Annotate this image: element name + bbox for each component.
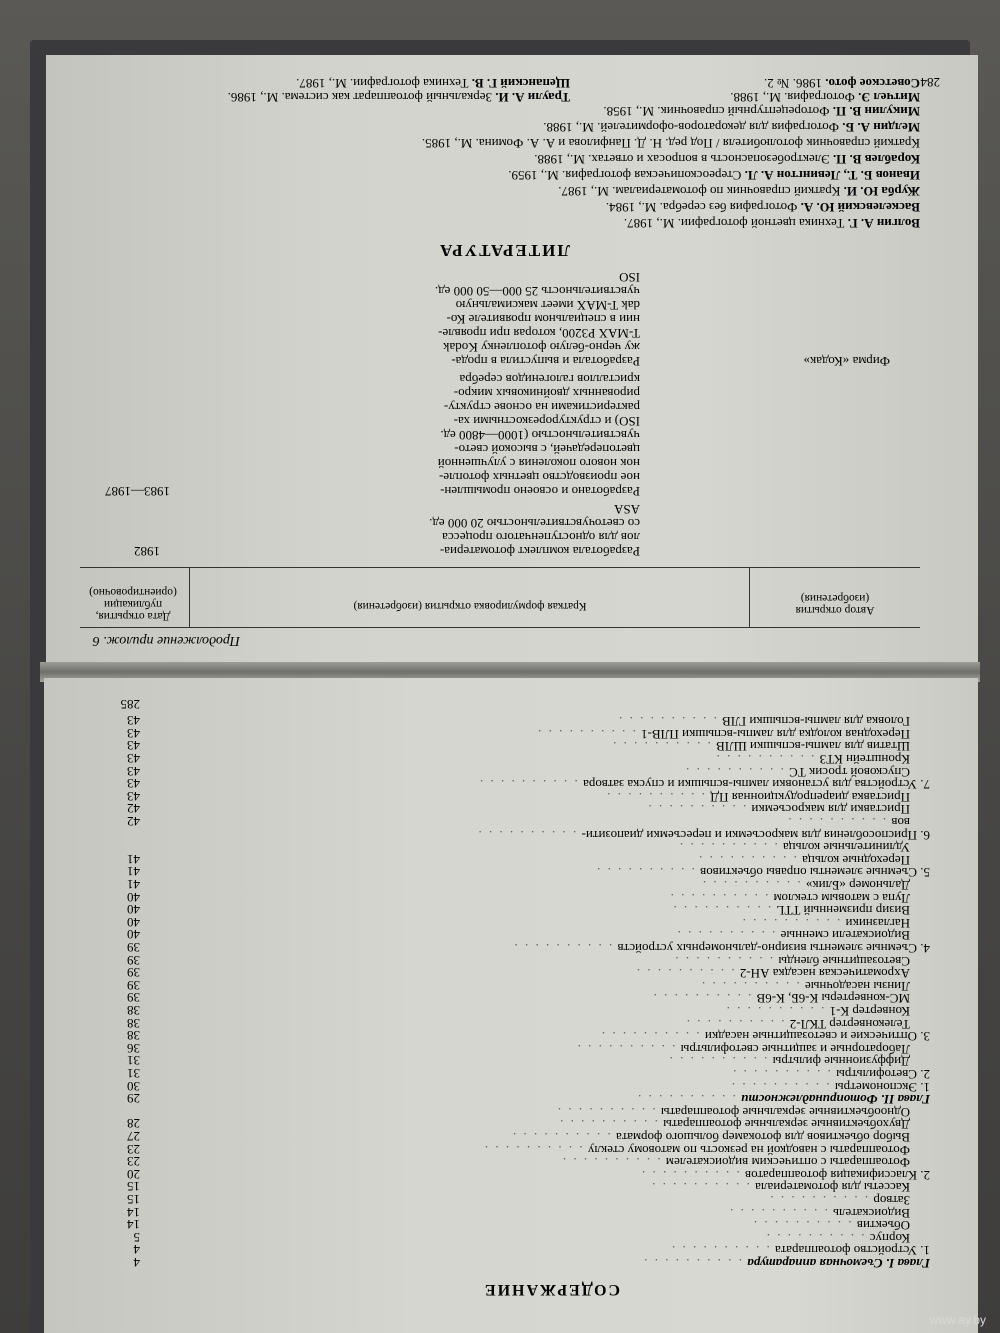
literature-item: Микулин В. П. Фоторецептурный справочник. М., 1958.	[603, 104, 920, 119]
contents-leader-dots: . . . . . . . . . .	[728, 1205, 834, 1221]
contents-item-page: 38	[127, 1015, 140, 1031]
contents-item-page: 20	[127, 1166, 140, 1182]
contents-item-page: 40	[127, 914, 140, 930]
contents-item-label: Затвор	[873, 1193, 910, 1208]
contents-item-label: МС-конвертеры К-6Б, К-6В	[756, 991, 910, 1007]
literature-item: Мелдин А. Б. Фотография для декораторов-оформителей. М., 1988.	[543, 120, 920, 135]
row2-line4: цветопередачей, с высокой свето-	[454, 442, 640, 457]
contents-leader-dots: . . . . . . . . . .	[667, 1054, 773, 1070]
page-284-content	[70, 70, 950, 650]
contents-item-label: Выбор объективов для фотокамер большого формата	[615, 1130, 910, 1145]
contents-item-label: Фотоаппараты с наводкой на резкость по матовому стеклу	[587, 1142, 910, 1158]
row3-line6: чувствительность 25 000—50 000 ед.	[434, 284, 640, 299]
contents-item-label: Светозащитные бленды	[778, 953, 910, 969]
table-header-author: Автор открытия (изобретения)	[795, 592, 875, 616]
contents-leader-dots: . . . . . . . . . .	[478, 777, 584, 793]
contents-leader-dots: . . . . . . . . . .	[684, 764, 790, 780]
contents-item-label: Визир призменный TTL	[776, 903, 910, 919]
contents-item-page: 40	[127, 927, 140, 943]
contents-item-label: Удлинительные кольца	[782, 840, 910, 856]
contents-item-page: 43	[127, 725, 140, 741]
row3-line2: жу черно-белую фотопленку Kodak	[443, 340, 640, 355]
contents-leader-dots: . . . . . . . . . .	[671, 903, 777, 919]
literature-item: Щепанский Г. В. Техника фотографии. М., 1987.	[296, 76, 570, 91]
contents-item-page: 43	[127, 751, 140, 766]
row1-date: 1982	[134, 544, 160, 559]
row3-line7: ISO	[619, 270, 640, 285]
literature-item: Митчел Э. Фотография. М., 1988.	[730, 90, 920, 105]
table-top-rule	[80, 627, 920, 628]
row1-line2: лов для одноступенчатого процесса	[442, 530, 640, 545]
contents-item-label: Однообъективные зеркальные фотоаппараты	[660, 1104, 910, 1120]
contents-item-label: Штатив для лампы-вспышки ШЛВ	[716, 739, 910, 755]
contents-item-page: 5	[133, 1229, 140, 1245]
contents-title: СОДЕРЖАНИЕ	[482, 1281, 620, 1298]
contents-item-page: 23	[127, 1141, 140, 1157]
contents-item-label: Переходная колодка для лампы-вспышки ПЛВ-1	[641, 726, 910, 742]
contents-item-label: Корпус	[869, 1230, 910, 1246]
contents-item-page: 30	[127, 1078, 140, 1094]
contents-item-page: 43	[127, 763, 140, 779]
literature-item: Советское фото. 1986. № 2.	[764, 76, 920, 91]
contents-item-page: 43	[127, 713, 140, 729]
contents-item	[617, 714, 910, 728]
contents-item-page: 15	[127, 1192, 140, 1207]
page-number-right: 285	[120, 697, 140, 712]
contents-item-page: 43	[127, 788, 140, 804]
contents-item-label: Переходные кольца	[802, 852, 910, 868]
row3-author: Фирма «Кодак»	[803, 354, 890, 369]
continuation-header: Продолжение прилож. 6	[92, 633, 240, 648]
row2-line6: ISO) и структурорезкостными ха-	[453, 414, 640, 429]
contents-leader-dots: . . . . . . . . . .	[575, 1041, 681, 1057]
table-header-rule	[80, 567, 920, 568]
table-col-divider-1	[749, 568, 750, 628]
contents-item-page: 39	[127, 990, 140, 1006]
contents-item-page: 29	[127, 1091, 140, 1107]
watermark: www.ay.by	[929, 1313, 986, 1327]
row2-line9: кристаллов галогенидов серебра	[459, 372, 640, 387]
contents-leader-dots: . . . . . . . . . .	[724, 1004, 830, 1019]
contents-item-label: Лабораторные и защитные светофильтры	[680, 1041, 910, 1057]
literature-item: Кораблев В. П. Электробезопасность в вопросах и ответах. М., 1988.	[534, 152, 920, 167]
contents-item-label: Глава I. Съемочная аппаратура	[747, 1256, 930, 1271]
row2-line5: чувствительностью (1000—4800 ед.	[440, 428, 640, 443]
contents-item-page: 40	[127, 889, 140, 905]
contents-leader-dots: . . . . . . . . . .	[558, 1117, 664, 1133]
contents-item-label: 5. Съемные элементы оправы объективов	[700, 865, 930, 881]
contents-leader-dots: . . . . . . . . . .	[617, 714, 723, 730]
literature-item: Траули А. И. Зеркальный фотоаппарат как система. М., 1986.	[227, 90, 570, 105]
contents-item-page: 36	[127, 1040, 140, 1056]
contents-item-page: 27	[127, 1129, 140, 1144]
contents-leader-dots: . . . . . . . . . .	[677, 840, 783, 856]
row3-line3: T-MAX P3200, которая при проявле-	[438, 326, 640, 341]
contents-leader-dots: . . . . . . . . . .	[700, 878, 806, 893]
contents-item-page: 38	[127, 1028, 140, 1044]
contents-leader-dots: . . . . . . . . . .	[599, 1029, 705, 1045]
contents-item-page: 31	[127, 1053, 140, 1069]
contents-item-label: Конвертер К-1	[829, 1004, 910, 1019]
contents-item-label: Телеконвертер ТКЛ-2	[789, 1016, 910, 1032]
contents-leader-dots: . . . . . . . . . .	[668, 890, 774, 906]
contents-leader-dots: . . . . . . . . . .	[751, 1218, 857, 1234]
contents-leader-dots: . . . . . . . . . .	[634, 966, 740, 982]
contents-leader-dots: . . . . . . . . . .	[636, 1092, 742, 1108]
contents-leader-dots: . . . . . . . . . .	[536, 726, 642, 742]
contents-item-page: 41	[127, 864, 140, 880]
contents-leader-dots: . . . . . . . . . .	[729, 1079, 835, 1095]
contents-item-label: Приставки для макросъемки	[751, 802, 910, 818]
contents-leader-dots: . . . . . . . . . .	[684, 1016, 790, 1032]
contents-leader-dots: . . . . . . . . . .	[476, 827, 582, 843]
table-header-description: Краткая формулировка открытия (изобретения)	[353, 600, 587, 612]
page-285-content	[70, 690, 950, 1310]
contents-item-label: 2. Светофильтры	[836, 1067, 930, 1082]
contents-leader-dots: . . . . . . . . . .	[482, 1142, 588, 1158]
contents-item-page: 4	[133, 1255, 140, 1270]
contents-leader-dots: . . . . . . . . . .	[555, 1104, 661, 1120]
literature-item: Волгин А. Г. Техника цветной фотографии. М., 1987.	[623, 216, 920, 231]
contents-leader-dots: . . . . . . . . . .	[764, 1230, 870, 1246]
contents-leader-dots: . . . . . . . . . .	[611, 739, 717, 755]
contents-item-page: 40	[127, 902, 140, 918]
contents-item-page: 42	[127, 801, 140, 817]
contents-item-label: Дальномер «Блик»	[805, 878, 910, 893]
contents-item-label: Приставка диарепродукционная ПД	[710, 789, 910, 805]
row1-line3: со светочувствительностью 20 000 ед.	[429, 516, 640, 531]
contents-item-page: 41	[127, 851, 140, 867]
contents-leader-dots: . . . . . . . . . .	[786, 815, 892, 830]
contents-leader-dots: . . . . . . . . . .	[669, 1243, 775, 1259]
row3-line1: Разработала и выпустила в прода-	[451, 354, 640, 369]
contents-leader-dots: . . . . . . . . . .	[512, 941, 618, 956]
row2-date: 1983—1987	[105, 484, 170, 499]
contents-leader-dots: . . . . . . . . . .	[740, 915, 846, 931]
contents-leader-dots: . . . . . . . . . .	[646, 802, 752, 818]
contents-item-page: 42	[127, 814, 140, 829]
contents-item-page: 43	[127, 738, 140, 754]
contents-item-label: Объектив	[856, 1218, 910, 1234]
contents-item-page: 38	[127, 1003, 140, 1018]
row3-line5: dak T-MAX имеет максимальную	[455, 298, 640, 313]
contents-leader-dots: . . . . . . . . . .	[595, 865, 701, 881]
contents-item-page: 41	[127, 877, 140, 892]
row2-line3: нок нового поколения с улучшенной	[437, 456, 640, 471]
contents-item-label: 1. Экспонометры	[834, 1079, 930, 1095]
contents-item-page: 28	[127, 1116, 140, 1132]
contents-item-label: 1. Устройство фотоаппарата	[774, 1243, 930, 1259]
contents-leader-dots: . . . . . . . . . .	[714, 752, 820, 767]
contents-leader-dots: . . . . . . . . . .	[731, 1067, 837, 1082]
row1-line1: Разработала комплект фотоматериа-	[439, 544, 640, 559]
contents-leader-dots: . . . . . . . . . .	[651, 991, 757, 1007]
contents-leader-dots: . . . . . . . . . .	[673, 953, 779, 969]
table-col-divider-2	[189, 568, 190, 628]
contents-leader-dots: . . . . . . . . . .	[699, 978, 805, 994]
contents-item-label: 4. Съемные элементы визирно-дальномерных устройств	[617, 941, 930, 956]
contents-item-page: 39	[127, 965, 140, 981]
contents-item-page: 15	[127, 1179, 140, 1195]
contents-item-page: 39	[127, 977, 140, 993]
page-number-left: 284	[920, 75, 940, 90]
contents-item-label: 6. Приспособления для макросъемки и пересъемки диапозити-	[581, 827, 930, 843]
row2-line7: рактеристиками на основе структу-	[443, 400, 640, 415]
contents-leader-dots: . . . . . . . . . .	[560, 1155, 666, 1171]
contents-leader-dots: . . . . . . . . . .	[605, 789, 711, 805]
contents-item-label: вов	[891, 815, 910, 830]
row2-line8: рированных двойниковых микро-	[453, 386, 640, 401]
contents-item-page: 14	[127, 1217, 140, 1233]
contents-leader-dots: . . . . . . . . . .	[642, 1256, 748, 1271]
literature-item: Иванов Б. Т., Левингтон А. Л. Стереоскопическая фотография. М., 1959.	[508, 168, 920, 183]
contents-leader-dots: . . . . . . . . . .	[640, 1167, 746, 1183]
contents-item-label: Лупа с матовым стеклом	[773, 890, 910, 906]
contents-leader-dots: . . . . . . . . . .	[650, 1180, 756, 1196]
contents-item-label: Видоискатели сменные	[780, 928, 910, 944]
contents-item-label: Наглазники	[845, 915, 910, 931]
contents-item-label: Фотоаппараты с оптическим видоискателем	[665, 1155, 910, 1171]
contents-item-label: Линзы насадочные	[804, 978, 910, 994]
contents-item-page: 14	[127, 1204, 140, 1220]
contents-leader-dots: . . . . . . . . . .	[675, 928, 781, 944]
contents-item-label: Диффузионные фильтры	[772, 1054, 910, 1070]
contents-item-label: Глава II. Фотопринадлежности	[741, 1092, 930, 1108]
literature-item: Журба Ю. И. Краткий справочник по фотоматериалам. М., 1987.	[558, 184, 920, 199]
row2-line1: Разработано и освоено промышлен-	[440, 484, 640, 499]
row3-line4: нии в специальном проявителе Ко-	[446, 312, 640, 327]
contents-item-label: Головка для лампы-вспышки ГЛВ	[722, 714, 910, 730]
contents-item-page: 23	[127, 1154, 140, 1170]
contents-leader-dots: . . . . . . . . . .	[510, 1130, 616, 1145]
contents-item-label: Видоискатель	[833, 1205, 910, 1221]
row2-line2: ное производство цветных фотопле-	[439, 470, 640, 485]
contents-leader-dots: . . . . . . . . . .	[697, 852, 803, 868]
contents-item-page: 39	[127, 940, 140, 955]
literature-item: Краткий справочник фотолюбителя / Под ред. Н. Д. Панфилова и А. А. Фомина. М., 1985.	[421, 136, 920, 151]
contents-item-page: 31	[127, 1066, 140, 1081]
contents-item-label: 7. Устройства для установки лампы-вспышки и спуска затвора	[583, 777, 930, 793]
contents-item-label: Спусковой тросик ТС	[789, 764, 910, 780]
contents-leader-dots: . . . . . . . . . .	[768, 1193, 874, 1208]
contents-item-label: Кронштейн КТЗ	[819, 752, 910, 767]
literature-title: ЛИТЕРАТУРА	[438, 241, 570, 260]
contents-item-label: Двухобъективные зеркальные фотоаппараты	[663, 1117, 910, 1133]
literature-item: Васкелевский Ю. А. Фотография без серебра. М., 1984.	[605, 200, 920, 215]
contents-item-label: Кассеты для фотоматериала	[755, 1180, 910, 1196]
row1-line4: ASA	[613, 502, 640, 517]
contents-item-label: 2. Классификация фотоаппаратов	[745, 1167, 930, 1183]
contents-item-page: 39	[127, 952, 140, 968]
contents-item-page: 4	[133, 1242, 140, 1258]
contents-item-label: Ахроматическая насадка АН-2	[739, 966, 910, 982]
table-header-date: Дата открытия, публикации (ориентировочно)	[89, 586, 177, 622]
contents-item-label: 3. Оптические и светозащитные насадки	[704, 1029, 930, 1045]
contents-item-page: 43	[127, 776, 140, 792]
